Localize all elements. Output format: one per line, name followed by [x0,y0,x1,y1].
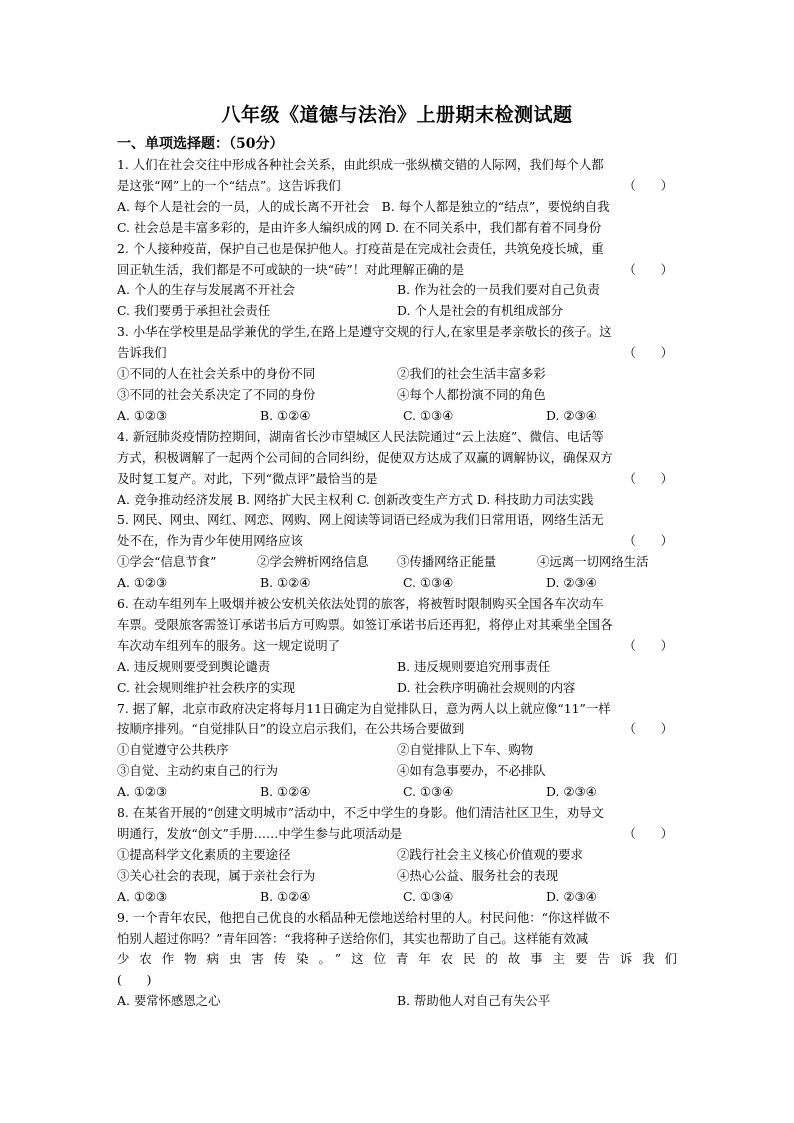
q1-options-line-1: A. 每个人是社会的一员，人的成长离不开社会 B. 每个人都是独立的“结点”，要悦纳自我 [117,198,610,214]
exam-title: 八年级《道德与法治》上册期末检测试题 [221,104,573,126]
q6-stem-line-1: 6. 在动车组列车上吸烟并被公安机关依法处罚的旅客，将被暂时限制购买全国各车次动车 [117,596,604,612]
statement-2: ②我们的社会生活丰富多彩 [397,366,546,382]
option-a: A. ①②③ [117,784,168,800]
q8-statements-row-1 [117,845,677,866]
statement-3: ③自觉、主动约束自己的行为 [117,763,279,779]
option-c: C. ①③④ [403,888,454,904]
answer-paren: （ ） [623,261,673,277]
q9-stem-line-3: 少农作物病虫害传染。”这位青年农民的故事主要告诉我们 [117,951,677,967]
option-a: A. 个人的生存与发展离不开社会 [117,282,295,298]
option-a: A. ①②③ [117,575,168,591]
q2-options-row-1 [117,280,677,301]
answer-paren: （ ） [623,177,673,193]
q3-statements-row-2 [117,385,677,406]
statement-3: ③关心社会的表现，属于亲社会行为 [117,867,316,883]
option-b: B. 作为社会的一员我们要对自己负责 [397,282,600,298]
q7-statements-row-1 [117,740,677,761]
q2-options-row-2 [117,301,677,322]
option-c: C. ①③④ [403,575,454,591]
q1-stem-line-1: 1. 人们在社会交往中形成各种社会关系，由此织成一张纵横交错的人际网，我们每个人都 [117,157,604,172]
q8-options-row [117,887,677,908]
option-d: D. ②③④ [546,784,597,800]
q2-stem-line-1: 2. 个人接种疫苗，保护自己也是保护他人。打疫苗是在完成社会责任，共筑免疫长城，重 [117,240,604,256]
option-c: C. ①③④ [403,784,454,800]
answer-paren: （ ） [623,721,673,737]
q7-statements-row-2 [117,761,677,782]
option-d: D. ②③④ [546,888,597,904]
q8-stem-line-1: 8. 在某省开展的“创建文明城市”活动中，不乏中学生的身影。他们清洁社区卫生，劝导文 [117,805,604,821]
q3-stem-line-1: 3. 小华在学校里是品学兼优的学生,在路上是遵守交规的行人,在家里是孝亲敬长的孩子。这 [117,324,612,340]
q4-stem-line-1: 4. 新冠肺炎疫情防控期间，湖南省长沙市望城区人民法院通过“云上法庭”、微信、电话等 [117,428,604,444]
option-c: C. 社会规则维护社会秩序的实现 [117,679,295,695]
q5-statements-row [117,552,677,573]
answer-paren: （ ） [623,533,673,549]
q8-stem-line-2: 明通行，发放“创文”手册……中学生参与此项活动是 （ ） [117,824,677,845]
q9-options-row-1 [117,991,677,1012]
option-b: B. ①②④ [260,888,311,904]
q9-stem-line-1: 9. 一个青年农民，他把自己优良的水稻品种无偿地送给村里的人。村民问他：“你这样做不 [117,909,610,925]
statement-1: ①自觉遵守公共秩序 [117,742,229,758]
q7-stem-line-1: 7. 据了解，北京市政府决定将每月11日确定为自觉排队日，意为两人以上就应像“11”一样 [117,700,611,716]
option-a: A. 要常怀感恩之心 [117,993,221,1009]
option-a: A. ①②③ [117,888,168,904]
q4-stem-line-2: 方式，积极调解了一起两个公司间的合同纠纷，促使双方达成了双赢的调解协议，确保双方 [117,449,613,465]
q6-stem-line-2: 车票。受限旅客需签订承诺书后方可购票。如签订承诺书后还再犯，将停止对其乘坐全国各 [117,616,613,632]
q3-statements-row-1 [117,364,677,385]
q4-options-line: A. 竞争推动经济发展 B. 网络扩大民主权利 C. 创新改变生产方式 D. 科技助力司法实践 [117,491,594,507]
answer-paren: （ ） [623,345,673,361]
q9-answer-paren: ( ) [117,972,152,988]
q8-statements-row-2 [117,866,677,887]
q7-stem-line-2: 按顺序排列。“自觉排队日”的设立启示我们，在公共场合要做到 （ ） [117,719,677,740]
q5-stem-line-1: 5. 网民、网虫、网红、网恋、网购、网上阅读等词语已经成为我们日常用语，网络生活无 [117,512,604,528]
option-d: D. 个人是社会的有机组成部分 [397,303,564,319]
q9-stem-line-2: 怕别人超过你吗？”青年回答：“我将种子送给你们，其实也帮助了自己。这样能有效减 [117,930,589,946]
q6-stem-line-3: 车次动车组列车的服务。这一规定说明了 （ ） [117,636,677,657]
option-d: D. ②③④ [546,575,597,591]
option-c: C. 我们要勇于承担社会责任 [117,303,271,319]
statement-1: ①提高科学文化素质的主要途径 [117,846,291,862]
q3-stem-line-2: 告诉我们 （ ） [117,343,677,364]
statement-4: ④每个人都扮演不同的角色 [397,386,546,402]
exam-page [117,100,677,1012]
option-b: B. 违反规则要追究刑事责任 [397,658,551,674]
statement-3: ③传播网络正能量 [397,554,497,570]
option-b: B. 帮助他人对自己有失公平 [397,993,551,1009]
q6-options-row-1 [117,657,677,678]
option-c: C. ①③④ [403,407,454,423]
statement-2: ②学会辨析网络信息 [257,554,369,570]
option-b: B. ①②④ [260,575,311,591]
option-b: B. ①②④ [260,407,311,423]
option-d: D. 社会秩序明确社会规则的内容 [397,679,576,695]
answer-paren: （ ） [623,637,673,653]
q5-options-row [117,573,677,594]
statement-4: ④如有急事要办，不必排队 [397,763,546,779]
statement-2: ②自觉排队上下车、购物 [397,742,534,758]
option-a: A. ①②③ [117,407,168,423]
q6-options-row-2 [117,678,677,699]
q4-stem-line-3: 及时复工复产。对此，下列“微点评”最恰当的是 （ ） [117,469,677,490]
statement-4: ④热心公益、服务社会的表现 [397,867,559,883]
q1-stem-line-2: 是这张“网”上的一个“结点”。这告诉我们 （ ） [117,176,677,197]
option-b: B. ①②④ [260,784,311,800]
statement-4: ④远离一切网络生活 [537,554,649,570]
statement-1: ①不同的人在社会关系中的身份不同 [117,366,316,382]
answer-paren: （ ） [623,826,673,841]
statement-1: ①学会“信息节食” [117,554,217,570]
q3-options-row [117,406,677,427]
statement-2: ②践行社会主义核心价值观的要求 [397,846,583,862]
section-heading: 一、单项选择题：（50分） [117,136,284,152]
answer-paren: （ ） [623,470,673,486]
q1-options-line-2: C. 社会总是丰富多彩的，是由许多人编织成的网 D. 在不同关系中，我们都有着不同身份 [117,219,602,235]
q7-options-row [117,782,677,803]
option-a: A. 违反规则要受到舆论谴责 [117,658,271,674]
q5-stem-line-2: 处不在，作为青少年使用网络应该 （ ） [117,531,677,552]
q2-stem-line-2: 回正轨生活，我们都是不可或缺的一块“砖”！对此理解正确的是 （ ） [117,260,677,281]
statement-3: ③不同的社会关系决定了不同的身份 [117,386,316,402]
option-d: D. ②③④ [546,407,597,423]
